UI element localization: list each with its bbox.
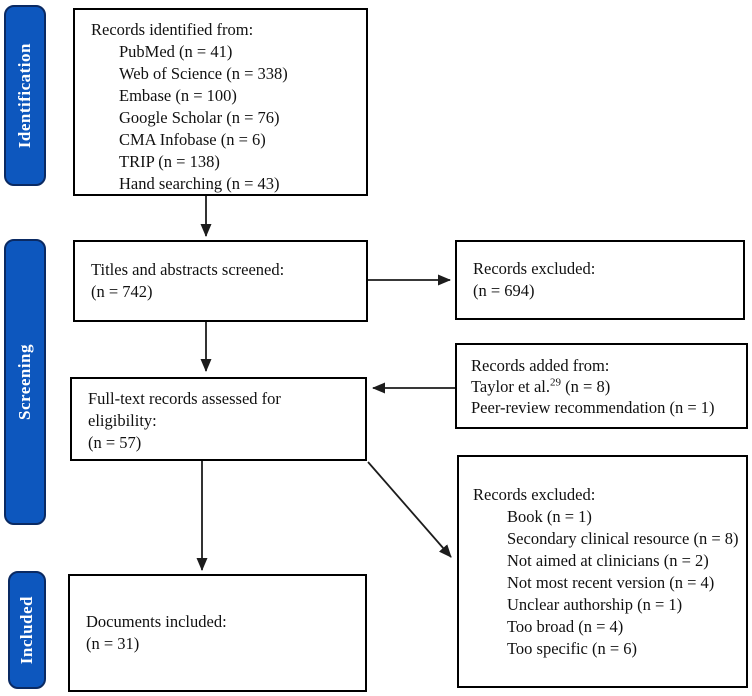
stage-included — [8, 571, 46, 689]
added-taylor-line: Taylor et al.$^{29}$ (n = 8) — [471, 376, 611, 396]
box-count: (n = 57) — [88, 433, 142, 452]
source-embase: Embase (n = 100) — [119, 86, 237, 105]
box-title: Titles and abstracts screened: — [91, 260, 285, 279]
source-trip: TRIP (n = 138) — [119, 152, 220, 171]
box-title: Records identified from: — [91, 20, 254, 39]
stage-screening-label: Screening — [15, 344, 34, 420]
source-web-of-science: Web of Science (n = 338) — [119, 64, 288, 83]
source-pubmed: PubMed (n = 41) — [119, 42, 233, 61]
box-title: Documents included: — [86, 612, 227, 631]
source-hand-searching: Hand searching (n = 43) — [119, 174, 280, 193]
added-peer-review-line: Peer-review recommendation (n = 1) — [471, 397, 715, 417]
box-count: (n = 31) — [86, 634, 140, 653]
exclusion-too-broad: Too broad (n = 4) — [507, 616, 624, 636]
box-records-added — [455, 343, 748, 429]
box-titles-abstracts-screened — [73, 240, 368, 322]
stage-identification-label: Identification — [15, 42, 34, 149]
box-title: Records added from: — [471, 355, 610, 375]
exclusion-secondary-resource: Secondary clinical resource (n = 8) — [507, 528, 739, 548]
citation-superscript: 29 — [550, 376, 562, 388]
exclusion-book: Book (n = 1) — [507, 506, 592, 526]
box-records-identified — [73, 8, 368, 196]
box-title: Full-text records assessed for eligibility: — [88, 389, 281, 430]
box-documents-included — [68, 574, 367, 692]
exclusion-not-recent: Not most recent version (n = 4) — [507, 572, 715, 592]
stage-identification — [4, 5, 46, 186]
exclusion-too-specific: Too specific (n = 6) — [507, 638, 638, 658]
box-fulltext-assessed — [70, 377, 367, 461]
box-count: (n = 742) — [91, 282, 153, 301]
box-title: Records excluded: — [473, 259, 596, 278]
source-cma-infobase: CMA Infobase (n = 6) — [119, 130, 266, 149]
box-records-excluded-screening — [455, 240, 745, 320]
stage-included-label: Included — [17, 595, 36, 665]
box-records-excluded-fulltext — [457, 455, 748, 688]
box-count: (n = 694) — [473, 281, 535, 300]
arrow-fulltext-to-excluded — [368, 462, 451, 557]
exclusion-not-clinicians: Not aimed at clinicians (n = 2) — [507, 550, 709, 570]
source-google-scholar: Google Scholar (n = 76) — [119, 108, 280, 127]
box-title: Records excluded: — [473, 484, 596, 504]
exclusion-unclear-authorship: Unclear authorship (n = 1) — [507, 594, 683, 614]
stage-screening — [4, 239, 46, 525]
